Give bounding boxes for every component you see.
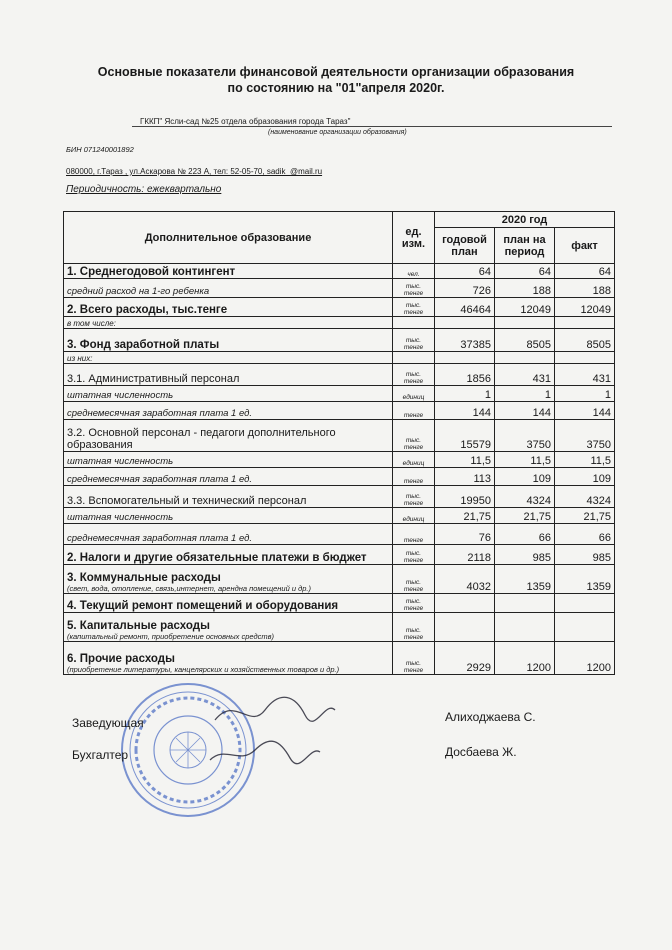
- row-fact: 188: [555, 279, 615, 298]
- row-unit: тенге: [393, 468, 435, 486]
- row-annual: 2118: [435, 545, 495, 565]
- row-fact: 1359: [555, 565, 615, 594]
- table-row: [64, 545, 615, 565]
- row-period: 144: [495, 402, 555, 420]
- row-unit: тыс. тенге: [393, 594, 435, 613]
- row-annual: 2929: [435, 642, 495, 675]
- row-name: среднемесячная заработная плата 1 ед.: [64, 468, 393, 486]
- row-period: 1359: [495, 565, 555, 594]
- row-unit: тыс. тенге: [393, 565, 435, 594]
- row-fact: 1200: [555, 642, 615, 675]
- table-row: [64, 594, 615, 613]
- col-header-period: план на период: [495, 228, 555, 264]
- row-unit: единиц: [393, 508, 435, 524]
- row-unit: тыс. тенге: [393, 329, 435, 352]
- table-row: [64, 642, 615, 675]
- row-annual: 113: [435, 468, 495, 486]
- row-name: [64, 613, 393, 642]
- row-title: 3. Коммунальные расходы: [67, 572, 221, 584]
- row-fact: 12049: [555, 298, 615, 317]
- address-line: 080000, г.Тараз , ул.Аскарова № 223 А, тел: 52-05-70, sadik_@mail.ru: [66, 167, 323, 176]
- row-period: 985: [495, 545, 555, 565]
- accountant-name: Досбаева Ж.: [445, 745, 517, 759]
- row-annual: 21,75: [435, 508, 495, 524]
- row-unit: тыс. тенге: [393, 613, 435, 642]
- col-header-fact: факт: [555, 228, 615, 264]
- row-name: 1. Среднегодовой контингент: [64, 264, 393, 279]
- row-title: 5. Капитальные расходы: [67, 620, 210, 632]
- row-unit: единиц: [393, 386, 435, 402]
- row-annual: 76: [435, 524, 495, 545]
- row-fact: 431: [555, 364, 615, 386]
- table-row: [64, 329, 615, 352]
- row-fact: 8505: [555, 329, 615, 352]
- row-title: 6. Прочие расходы: [67, 653, 175, 665]
- table-row: [64, 279, 615, 298]
- row-annual: 144: [435, 402, 495, 420]
- row-annual: 4032: [435, 565, 495, 594]
- row-period: 431: [495, 364, 555, 386]
- row-name: 3.2. Основной персонал - педагоги дополнительного образования: [64, 420, 393, 452]
- row-name: среднемесячная заработная плата 1 ед.: [64, 524, 393, 545]
- organization-caption: (наименование организации образования): [268, 129, 407, 136]
- table-row: [64, 386, 615, 402]
- signature-scribble-icon: [205, 690, 355, 770]
- row-fact: 64: [555, 264, 615, 279]
- document-title: Основные показатели финансовой деятельности организации образования: [97, 65, 575, 79]
- row-period: 66: [495, 524, 555, 545]
- row-period: 188: [495, 279, 555, 298]
- row-fact: [555, 613, 615, 642]
- row-period: [495, 594, 555, 613]
- organization-name: ГККП" Ясли-сад №25 отдела образования города Тараз": [140, 117, 351, 126]
- row-unit: тыс. тенге: [393, 364, 435, 386]
- row-unit: тенге: [393, 524, 435, 545]
- table-row: [64, 298, 615, 317]
- row-name: штатная численность: [64, 386, 393, 402]
- row-name: из них:: [64, 352, 393, 364]
- row-name: 2. Всего расходы, тыс.тенге: [64, 298, 393, 317]
- organization-underline: [132, 126, 612, 127]
- row-fact: [555, 317, 615, 329]
- row-unit: тыс. тенге: [393, 642, 435, 675]
- row-note: (свет, вода, отопление, связь,интернет, арендна помещений и др.): [67, 584, 311, 593]
- row-fact: 21,75: [555, 508, 615, 524]
- row-unit: тыс. тенге: [393, 279, 435, 298]
- financial-table: [63, 211, 615, 675]
- row-unit: [393, 352, 435, 364]
- row-fact: [555, 352, 615, 364]
- table-row: [64, 364, 615, 386]
- row-period: 21,75: [495, 508, 555, 524]
- table-row: [64, 420, 615, 452]
- row-fact: 985: [555, 545, 615, 565]
- row-name: 3.3. Вспомогательный и технический персонал: [64, 486, 393, 508]
- row-unit: тыс. тенге: [393, 545, 435, 565]
- table-row: [64, 524, 615, 545]
- col-header-year: 2020 год: [435, 212, 615, 228]
- table-row: [64, 565, 615, 594]
- table-row: [64, 317, 615, 329]
- row-fact: 144: [555, 402, 615, 420]
- row-name: 3.1. Административный персонал: [64, 364, 393, 386]
- table-row: [64, 352, 615, 364]
- row-annual: 1856: [435, 364, 495, 386]
- row-name: [64, 565, 393, 594]
- head-label: Заведующая: [72, 716, 144, 730]
- row-fact: 1: [555, 386, 615, 402]
- document-subtitle: по состоянию на "01"апреля 2020г.: [227, 81, 445, 95]
- row-period: [495, 352, 555, 364]
- accountant-label: Бухгалтер: [72, 748, 129, 762]
- periodicity: Периодичность: ежеквартально: [66, 184, 222, 195]
- row-name: 2. Налоги и другие обязательные платежи в бюджет: [64, 545, 393, 565]
- table-row: [64, 613, 615, 642]
- row-name: 4. Текущий ремонт помещений и оборудования: [64, 594, 393, 613]
- row-period: [495, 317, 555, 329]
- row-unit: единиц: [393, 452, 435, 468]
- col-header-name: Дополнительное образование: [64, 212, 393, 264]
- row-note: (капитальный ремонт, приобретение основных средств): [67, 632, 275, 641]
- row-period: 12049: [495, 298, 555, 317]
- row-period: 1: [495, 386, 555, 402]
- row-fact: 3750: [555, 420, 615, 452]
- row-period: 11,5: [495, 452, 555, 468]
- table-row: [64, 264, 615, 279]
- row-fact: 11,5: [555, 452, 615, 468]
- row-unit: тыс. тенге: [393, 420, 435, 452]
- row-annual: 37385: [435, 329, 495, 352]
- row-name: штатная численность: [64, 452, 393, 468]
- row-annual: 64: [435, 264, 495, 279]
- row-unit: [393, 317, 435, 329]
- table-row: [64, 486, 615, 508]
- row-period: 8505: [495, 329, 555, 352]
- row-unit: тыс. тенге: [393, 486, 435, 508]
- row-unit: тенге: [393, 402, 435, 420]
- table-row: [64, 452, 615, 468]
- bin-number: БИН 071240001892: [66, 145, 134, 154]
- row-name: 3. Фонд заработной платы: [64, 329, 393, 352]
- row-fact: 109: [555, 468, 615, 486]
- row-name: штатная численность: [64, 508, 393, 524]
- row-fact: 4324: [555, 486, 615, 508]
- row-unit: тыс. тенге: [393, 298, 435, 317]
- col-header-unit: ед. изм.: [393, 212, 435, 264]
- head-name: Алиходжаева С.: [445, 710, 536, 724]
- row-period: 64: [495, 264, 555, 279]
- table-row: [64, 402, 615, 420]
- row-annual: 19950: [435, 486, 495, 508]
- row-name: [64, 642, 393, 675]
- row-name: в том числе:: [64, 317, 393, 329]
- row-annual: 15579: [435, 420, 495, 452]
- row-name: среднемесячная заработная плата 1 ед.: [64, 402, 393, 420]
- row-annual: 46464: [435, 298, 495, 317]
- row-annual: [435, 613, 495, 642]
- row-annual: 11,5: [435, 452, 495, 468]
- row-period: 3750: [495, 420, 555, 452]
- row-annual: 1: [435, 386, 495, 402]
- row-fact: 66: [555, 524, 615, 545]
- row-annual: [435, 352, 495, 364]
- row-annual: [435, 594, 495, 613]
- row-period: 109: [495, 468, 555, 486]
- col-header-annual: годовой план: [435, 228, 495, 264]
- row-annual: [435, 317, 495, 329]
- row-annual: 726: [435, 279, 495, 298]
- row-note: (приобретение литературы, канцелярских и хозяйственных товаров и др.): [67, 665, 340, 674]
- row-period: 4324: [495, 486, 555, 508]
- row-name: средний расход на 1-го ребенка: [64, 279, 393, 298]
- row-unit: чел.: [393, 264, 435, 279]
- table-row: [64, 508, 615, 524]
- table-row: [64, 468, 615, 486]
- row-fact: [555, 594, 615, 613]
- row-period: 1200: [495, 642, 555, 675]
- row-period: [495, 613, 555, 642]
